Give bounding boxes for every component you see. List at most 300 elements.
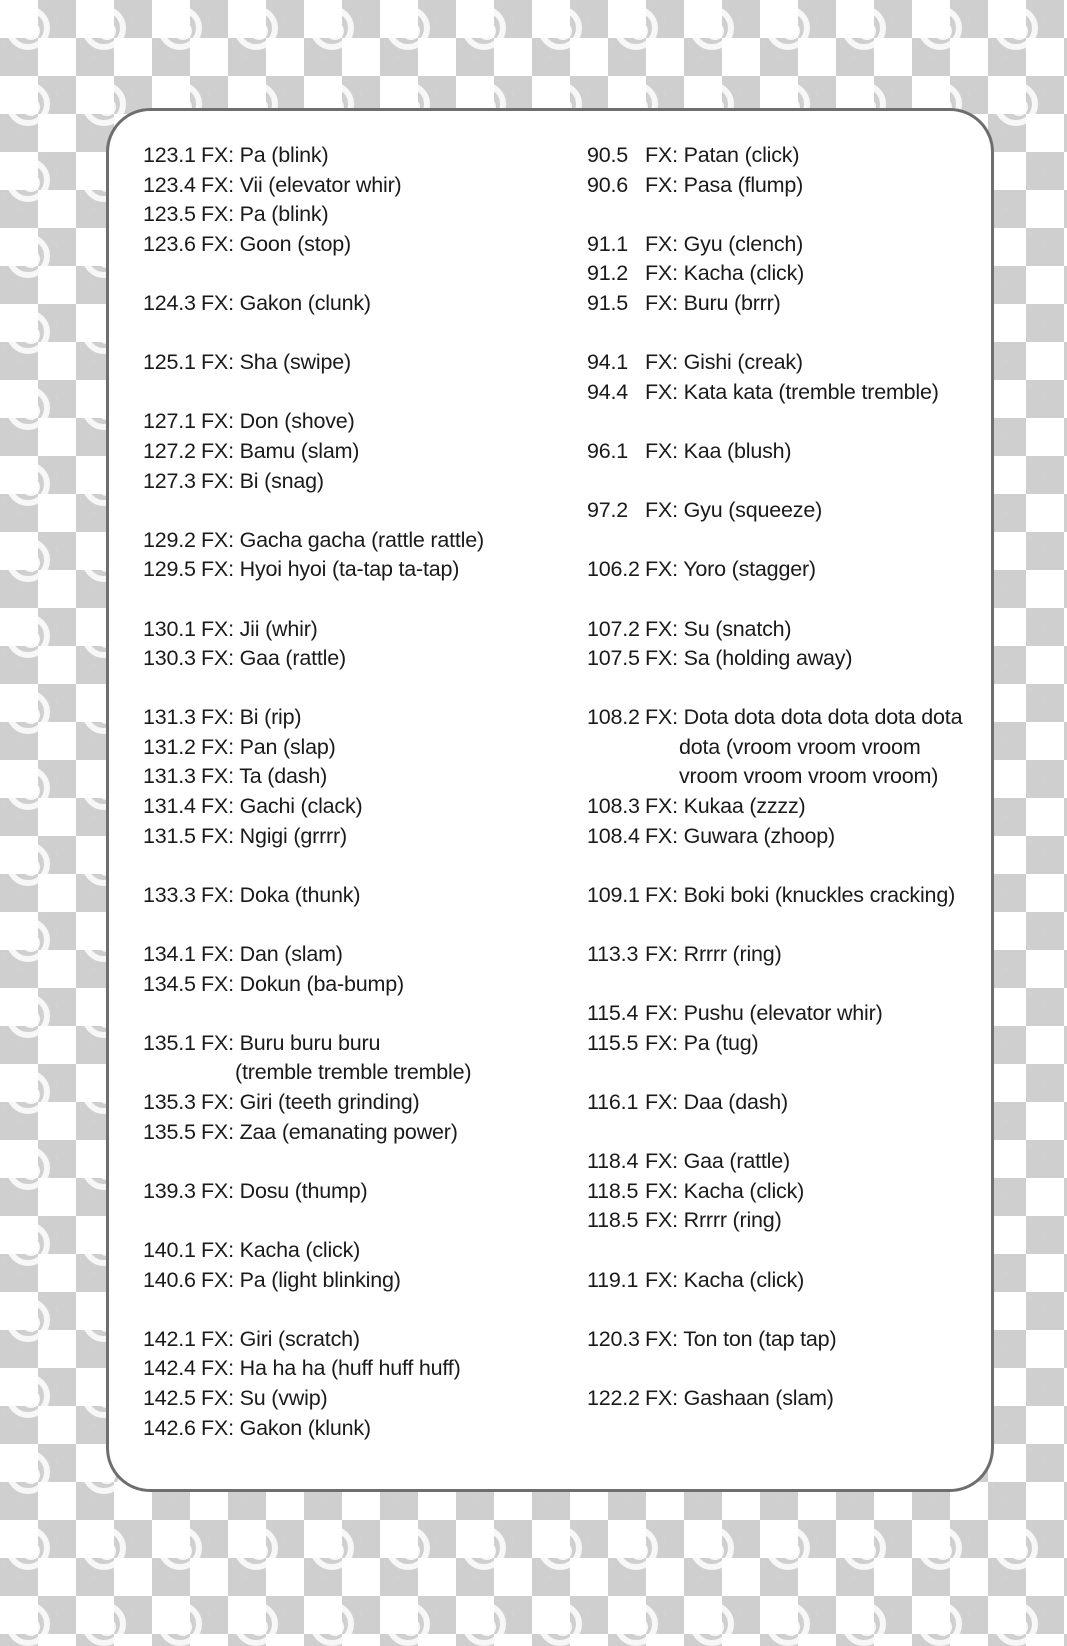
- group-spacer: [143, 851, 573, 881]
- sound-effect-line: FX: Bamu (slam): [201, 438, 360, 463]
- ornament-icon: [842, 1602, 886, 1646]
- sound-effect-line: FX: Su (snatch): [645, 616, 792, 641]
- sound-effect-line: FX: Gashaan (slam): [645, 1385, 834, 1410]
- sound-effect-line: FX: Gyu (clench): [645, 231, 804, 256]
- panel-reference: 135.1: [143, 1030, 196, 1055]
- right-column: [587, 141, 987, 1414]
- ornament-icon: [994, 82, 1038, 126]
- fx-entry: [143, 881, 573, 911]
- sound-effect-translation: [645, 348, 987, 378]
- ornament-icon: [690, 1526, 734, 1570]
- group-spacer: [587, 200, 987, 230]
- group-spacer: [143, 585, 573, 615]
- sound-effect-continuation: dota (vroom vroom vroom: [679, 734, 921, 759]
- ornament-icon: [6, 1526, 50, 1570]
- panel-reference: 123.5: [143, 202, 196, 227]
- panel-reference: 118.4: [587, 1149, 639, 1174]
- sound-effect-translation: [645, 1206, 987, 1236]
- panel-reference: 123.1: [143, 143, 196, 167]
- ornament-icon: [6, 1450, 50, 1494]
- group-spacer: [587, 851, 987, 881]
- ornament-icon: [614, 1526, 658, 1570]
- fx-entry: [143, 526, 573, 556]
- fx-entry: [587, 496, 987, 526]
- sound-effect-translation: [201, 1177, 573, 1207]
- sound-effect-line: FX: Rrrrr (ring): [645, 942, 782, 967]
- fx-entry: [143, 141, 573, 171]
- fx-entry: [143, 940, 573, 970]
- ornament-icon: [994, 6, 1038, 50]
- ornament-icon: [386, 1602, 430, 1646]
- panel-reference: 123.4: [143, 172, 196, 197]
- sound-effect-line: FX: Don (shove): [201, 409, 355, 434]
- sound-effect-line: FX: Gaa (rattle): [201, 646, 346, 671]
- fx-entry: [587, 1177, 987, 1207]
- sound-effect-line: FX: Pa (blink): [201, 143, 329, 167]
- group-spacer: [587, 585, 987, 615]
- group-spacer: [143, 259, 573, 289]
- ornament-icon: [6, 1374, 50, 1418]
- group-spacer: [587, 319, 987, 349]
- fx-entry: [587, 703, 987, 792]
- sound-effect-translation: [201, 762, 573, 792]
- fx-entry: [587, 615, 987, 645]
- ornament-icon: [6, 538, 50, 582]
- panel-reference: 127.2: [143, 438, 196, 463]
- group-spacer: [587, 1354, 987, 1384]
- panel-reference: 123.6: [143, 231, 196, 256]
- sound-effect-line: FX: Vii (elevator whir): [201, 172, 402, 197]
- sound-effect-translation: [645, 437, 987, 467]
- sound-effect-translation: [645, 703, 987, 792]
- fx-entry: [143, 1354, 573, 1384]
- sound-effect-line: FX: Jii (whir): [201, 616, 318, 641]
- fx-entry: [143, 970, 573, 1000]
- panel-reference: 119.1: [587, 1267, 639, 1292]
- sound-effect-continuation: (tremble tremble tremble): [235, 1060, 472, 1085]
- sound-effect-line: FX: Giri (scratch): [201, 1326, 360, 1351]
- panel-reference: 134.5: [143, 971, 196, 996]
- group-spacer: [587, 910, 987, 940]
- sound-effect-line: FX: Gakon (klunk): [201, 1415, 371, 1440]
- sound-effect-translation: [201, 407, 573, 437]
- ornament-icon: [690, 1602, 734, 1646]
- sound-effect-translation: [201, 1354, 573, 1384]
- group-spacer: [587, 1118, 987, 1148]
- sound-effect-line: FX: Dan (slam): [201, 942, 343, 967]
- group-spacer: [587, 1236, 987, 1266]
- panel-reference: 142.6: [143, 1415, 196, 1440]
- sound-effect-line: FX: Sha (swipe): [201, 350, 351, 375]
- group-spacer: [143, 1147, 573, 1177]
- panel-reference: 108.2: [587, 705, 640, 730]
- ornament-icon: [6, 82, 50, 126]
- sound-effect-translation: [645, 644, 987, 674]
- group-spacer: [587, 526, 987, 556]
- sound-effect-translation: [201, 526, 573, 556]
- sound-effect-line: FX: Kukaa (zzzz): [645, 794, 806, 819]
- panel-reference: 142.4: [143, 1356, 196, 1381]
- panel-reference: 131.4: [143, 794, 196, 819]
- ornament-icon: [6, 234, 50, 278]
- panel-reference: 131.2: [143, 734, 196, 759]
- panel-reference: 127.3: [143, 468, 196, 493]
- ornament-icon: [6, 386, 50, 430]
- sound-effect-translation: [201, 1029, 573, 1088]
- fx-entry: [143, 822, 573, 852]
- ornament-icon: [6, 310, 50, 354]
- panel-reference: 142.1: [143, 1326, 196, 1351]
- sound-effect-line: FX: Zaa (emanating power): [201, 1119, 458, 1144]
- sound-effect-translation: [645, 555, 987, 585]
- ornament-icon: [462, 1602, 506, 1646]
- panel-reference: 140.1: [143, 1237, 196, 1262]
- sound-effect-line: FX: Kacha (click): [645, 1267, 805, 1292]
- sound-effect-translation: [645, 1177, 987, 1207]
- fx-entry: [143, 1118, 573, 1148]
- ornament-icon: [538, 1526, 582, 1570]
- fx-entry: [143, 348, 573, 378]
- group-spacer: [587, 674, 987, 704]
- ornament-icon: [614, 1602, 658, 1646]
- group-spacer: [143, 674, 573, 704]
- fx-entry: [587, 1266, 987, 1296]
- sound-effect-translation: [201, 467, 573, 497]
- ornament-icon: [6, 1070, 50, 1114]
- ornament-icon: [6, 1298, 50, 1342]
- fx-entry: [587, 555, 987, 585]
- sound-effect-translation: [201, 348, 573, 378]
- sound-effect-translation: [201, 644, 573, 674]
- sound-effect-translation: [201, 555, 573, 585]
- sound-effect-translation: [201, 970, 573, 1000]
- fx-entry: [143, 437, 573, 467]
- sound-effect-translation: [201, 141, 573, 171]
- sound-effect-translation: [645, 230, 987, 260]
- panel-reference: 131.3: [143, 705, 196, 730]
- group-spacer: [143, 378, 573, 408]
- sound-effect-line: FX: Ha ha ha (huff huff huff): [201, 1356, 461, 1381]
- ornament-icon: [462, 1526, 506, 1570]
- sound-effect-translation: [201, 1384, 573, 1414]
- panel-reference: 131.5: [143, 823, 196, 848]
- panel-reference: 115.5: [587, 1030, 639, 1055]
- sound-effect-line: FX: Pa (tug): [645, 1030, 759, 1055]
- ornament-icon: [538, 1602, 582, 1646]
- panel-reference: 91.5: [587, 290, 629, 315]
- panel-reference: 125.1: [143, 350, 196, 375]
- panel-reference: 118.5: [587, 1208, 639, 1233]
- sound-effect-translation: [201, 200, 573, 230]
- sound-effect-translation: [645, 259, 987, 289]
- ornament-icon: [994, 1526, 1038, 1570]
- sound-effect-line: FX: Hyoi hyoi (ta-tap ta-tap): [201, 557, 460, 582]
- sound-effect-translation: [645, 378, 987, 408]
- ornament-icon: [994, 1602, 1038, 1646]
- group-spacer: [143, 1295, 573, 1325]
- group-spacer: [587, 467, 987, 497]
- sound-effect-translation: [645, 1325, 987, 1355]
- panel-reference: 107.5: [587, 646, 640, 671]
- panel-reference: 90.5: [587, 143, 629, 167]
- panel-reference: 135.3: [143, 1090, 196, 1114]
- sound-effect-line: FX: Bi (snag): [201, 468, 324, 493]
- sound-effect-line: FX: Goon (stop): [201, 231, 351, 256]
- sound-effect-translation: [201, 230, 573, 260]
- fx-entry: [587, 1029, 987, 1059]
- sound-effect-translation: [645, 615, 987, 645]
- sound-effect-translation: [201, 733, 573, 763]
- sound-effect-line: FX: Dosu (thump): [201, 1178, 368, 1203]
- sound-effect-line: FX: Daa (dash): [645, 1090, 788, 1114]
- ornament-icon: [234, 1526, 278, 1570]
- panel-reference: 94.1: [587, 350, 629, 375]
- group-spacer: [587, 407, 987, 437]
- panel-reference: 91.1: [587, 231, 629, 256]
- panel-reference: 108.4: [587, 823, 640, 848]
- sfx-glossary-panel: [106, 108, 994, 1492]
- sound-effect-line: FX: Pushu (elevator whir): [645, 1001, 883, 1026]
- group-spacer: [143, 910, 573, 940]
- sound-effect-translation: [645, 881, 987, 911]
- ornament-icon: [386, 6, 430, 50]
- sound-effect-translation: [645, 1088, 987, 1118]
- sound-effect-translation: [645, 171, 987, 201]
- panel-reference: 116.1: [587, 1090, 639, 1114]
- fx-entry: [587, 1206, 987, 1236]
- fx-entry: [587, 259, 987, 289]
- sound-effect-translation: [201, 881, 573, 911]
- panel-reference: 131.3: [143, 764, 196, 789]
- ornament-icon: [6, 158, 50, 202]
- sound-effect-translation: [645, 1384, 987, 1414]
- fx-entry: [143, 615, 573, 645]
- sound-effect-line: FX: Sa (holding away): [645, 646, 853, 671]
- sound-effect-line: FX: Buru (brrr): [645, 290, 781, 315]
- fx-entry: [143, 1266, 573, 1296]
- sound-effect-translation: [645, 999, 987, 1029]
- ornament-icon: [766, 1602, 810, 1646]
- sound-effect-translation: [201, 1325, 573, 1355]
- fx-entry: [587, 378, 987, 408]
- ornament-icon: [690, 6, 734, 50]
- sound-effect-translation: [645, 141, 987, 171]
- sound-effect-translation: [645, 289, 987, 319]
- sound-effect-continuation: vroom vroom vroom vroom): [679, 764, 939, 789]
- ornament-icon: [6, 766, 50, 810]
- ornament-icon: [918, 1526, 962, 1570]
- fx-entry: [587, 289, 987, 319]
- fx-entry: [587, 141, 987, 171]
- fx-entry: [143, 555, 573, 585]
- ornament-icon: [766, 6, 810, 50]
- ornament-icon: [6, 1146, 50, 1190]
- ornament-icon: [6, 690, 50, 734]
- ornament-icon: [918, 1602, 962, 1646]
- fx-entry: [143, 1088, 573, 1118]
- sound-effect-translation: [201, 703, 573, 733]
- sound-effect-translation: [201, 822, 573, 852]
- sound-effect-line: FX: Gachi (clack): [201, 794, 363, 819]
- sound-effect-translation: [201, 1088, 573, 1118]
- sound-effect-translation: [201, 437, 573, 467]
- group-spacer: [587, 970, 987, 1000]
- panel-reference: 129.2: [143, 527, 196, 552]
- sound-effect-translation: [201, 792, 573, 822]
- fx-entry: [143, 644, 573, 674]
- panel-reference: 109.1: [587, 882, 640, 907]
- group-spacer: [587, 1295, 987, 1325]
- panel-reference: 120.3: [587, 1326, 640, 1351]
- fx-entry: [143, 1236, 573, 1266]
- panel-reference: 115.4: [587, 1001, 639, 1026]
- panel-reference: 106.2: [587, 557, 640, 582]
- ornament-icon: [6, 6, 50, 50]
- ornament-icon: [6, 1602, 50, 1646]
- fx-entry: [143, 1177, 573, 1207]
- fx-entry: [587, 1384, 987, 1414]
- sound-effect-line: FX: Pa (blink): [201, 202, 329, 227]
- sound-effect-line: FX: Patan (click): [645, 143, 800, 167]
- sound-effect-line: FX: Kacha (click): [201, 1237, 361, 1262]
- sound-effect-translation: [201, 1266, 573, 1296]
- sound-effect-line: FX: Gishi (creak): [645, 350, 803, 375]
- sound-effect-line: FX: Boki boki (knuckles cracking): [645, 882, 956, 907]
- panel-reference: 118.5: [587, 1178, 639, 1203]
- sound-effect-line: FX: Ngigi (grrrr): [201, 823, 347, 848]
- sound-effect-translation: [645, 496, 987, 526]
- sound-effect-line: FX: Gakon (clunk): [201, 290, 371, 315]
- sound-effect-line: FX: Rrrrr (ring): [645, 1208, 782, 1233]
- sound-effect-translation: [201, 1414, 573, 1444]
- ornament-icon: [82, 1526, 126, 1570]
- sound-effect-translation: [201, 940, 573, 970]
- sound-effect-line: FX: Guwara (zhoop): [645, 823, 835, 848]
- sound-effect-line: FX: Ton ton (tap tap): [645, 1326, 837, 1351]
- sound-effect-translation: [645, 822, 987, 852]
- fx-entry: [143, 230, 573, 260]
- sound-effect-translation: [201, 1118, 573, 1148]
- sound-effect-translation: [645, 792, 987, 822]
- panel-reference: 90.6: [587, 172, 629, 197]
- sound-effect-translation: [201, 615, 573, 645]
- sound-effect-translation: [645, 940, 987, 970]
- sound-effect-translation: [201, 171, 573, 201]
- sound-effect-line: FX: Pan (slap): [201, 734, 336, 759]
- fx-entry: [143, 1029, 573, 1088]
- ornament-icon: [82, 6, 126, 50]
- sound-effect-line: FX: Pasa (flump): [645, 172, 804, 197]
- ornament-icon: [6, 918, 50, 962]
- fx-entry: [587, 822, 987, 852]
- ornament-icon: [386, 1526, 430, 1570]
- ornament-icon: [614, 6, 658, 50]
- ornament-icon: [82, 1602, 126, 1646]
- fx-entry: [143, 1414, 573, 1444]
- panel-reference: 135.5: [143, 1119, 196, 1144]
- ornament-icon: [310, 1526, 354, 1570]
- ornament-icon: [6, 614, 50, 658]
- panel-reference: 97.2: [587, 498, 629, 523]
- sound-effect-translation: [645, 1029, 987, 1059]
- panel-reference: 130.1: [143, 616, 196, 641]
- ornament-icon: [310, 6, 354, 50]
- left-column: [143, 141, 573, 1443]
- panel-reference: 91.2: [587, 261, 629, 286]
- ornament-icon: [234, 1602, 278, 1646]
- panel-reference: 124.3: [143, 290, 196, 315]
- ornament-icon: [842, 6, 886, 50]
- ornament-icon: [766, 1526, 810, 1570]
- panel-reference: 108.3: [587, 794, 640, 819]
- fx-entry: [587, 230, 987, 260]
- fx-entry: [143, 407, 573, 437]
- ornament-icon: [158, 1602, 202, 1646]
- ornament-icon: [842, 1526, 886, 1570]
- fx-entry: [143, 289, 573, 319]
- panel-reference: 130.3: [143, 646, 196, 671]
- panel-reference: 129.5: [143, 557, 196, 582]
- sound-effect-line: FX: Giri (teeth grinding): [201, 1090, 420, 1114]
- sound-effect-line: FX: Buru buru buru: [201, 1030, 381, 1055]
- panel-reference: 134.1: [143, 942, 196, 967]
- fx-entry: [143, 467, 573, 497]
- sound-effect-line: FX: Kata kata (tremble tremble): [645, 379, 939, 404]
- sound-effect-translation: [645, 1266, 987, 1296]
- panel-reference: 139.3: [143, 1178, 196, 1203]
- ornament-icon: [6, 462, 50, 506]
- sound-effect-translation: [645, 1147, 987, 1177]
- ornament-icon: [6, 842, 50, 886]
- fx-entry: [587, 881, 987, 911]
- fx-entry: [587, 1088, 987, 1118]
- sound-effect-line: FX: Bi (rip): [201, 705, 302, 730]
- sound-effect-line: FX: Yoro (stagger): [645, 557, 816, 582]
- panel-reference: 133.3: [143, 882, 196, 907]
- ornament-icon: [6, 994, 50, 1038]
- panel-reference: 107.2: [587, 616, 640, 641]
- panel-reference: 142.5: [143, 1385, 196, 1410]
- ornament-icon: [158, 1526, 202, 1570]
- sound-effect-line: FX: Doka (thunk): [201, 882, 361, 907]
- fx-entry: [587, 1147, 987, 1177]
- fx-entry: [143, 200, 573, 230]
- group-spacer: [587, 1058, 987, 1088]
- ornament-icon: [234, 6, 278, 50]
- ornament-icon: [918, 6, 962, 50]
- ornament-icon: [158, 6, 202, 50]
- group-spacer: [143, 1206, 573, 1236]
- fx-entry: [143, 762, 573, 792]
- panel-reference: 96.1: [587, 438, 629, 463]
- ornament-icon: [6, 1222, 50, 1266]
- fx-entry: [587, 171, 987, 201]
- sound-effect-line: FX: Dota dota dota dota dota dota: [645, 705, 963, 730]
- fx-entry: [143, 1325, 573, 1355]
- panel-reference: 122.2: [587, 1385, 640, 1410]
- fx-entry: [587, 437, 987, 467]
- panel-reference: 113.3: [587, 942, 639, 967]
- sound-effect-line: FX: Ta (dash): [201, 764, 328, 789]
- sound-effect-line: FX: Gaa (rattle): [645, 1149, 790, 1174]
- fx-entry: [587, 348, 987, 378]
- sound-effect-line: FX: Kacha (click): [645, 261, 805, 286]
- fx-entry: [143, 792, 573, 822]
- fx-entry: [143, 703, 573, 733]
- panel-reference: 140.6: [143, 1267, 196, 1292]
- group-spacer: [143, 319, 573, 349]
- sound-effect-line: FX: Gyu (squeeze): [645, 498, 823, 523]
